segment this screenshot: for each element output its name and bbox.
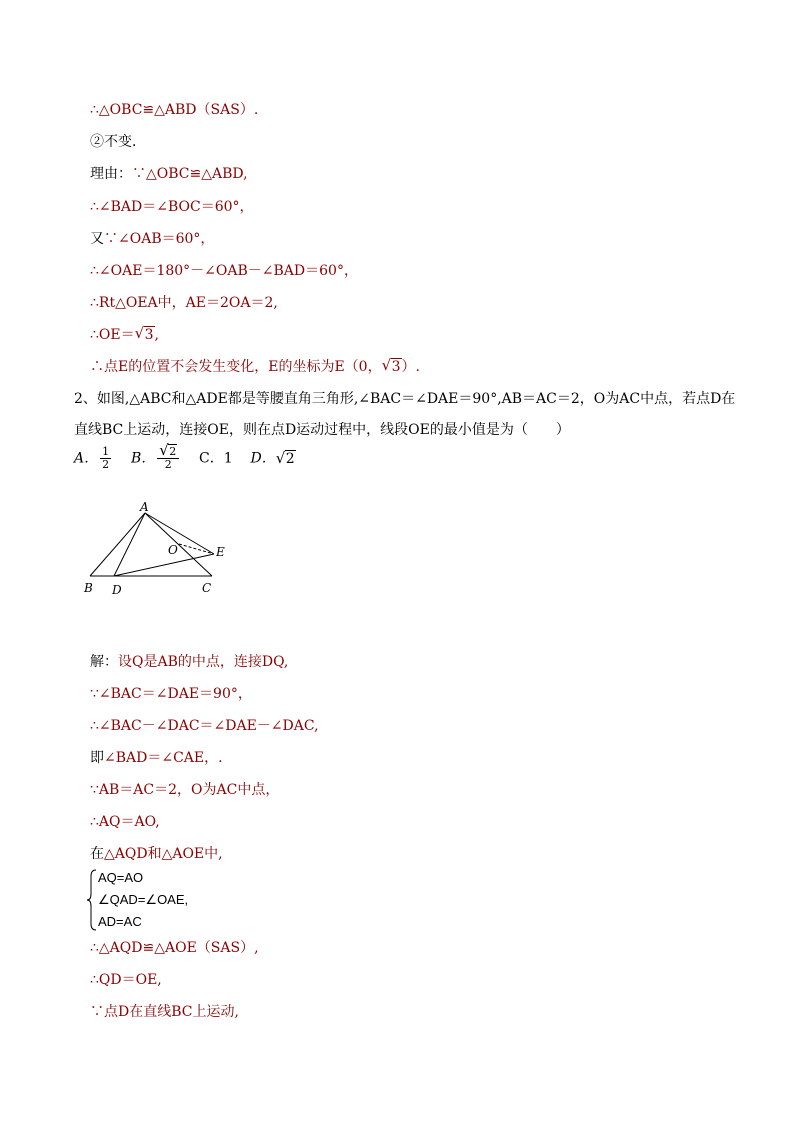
- sqrt-expression: [159, 446, 177, 458]
- radicand: 2: [169, 445, 177, 458]
- proof-text: ,: [154, 327, 159, 343]
- solution-text: ∴AQ＝AO,: [90, 814, 160, 830]
- proof-text: ∴∠OAE＝180°－∠OAB－∠BAD＝60°，: [90, 263, 358, 279]
- point-label-o: O: [168, 543, 178, 557]
- point-label-e: E: [216, 545, 225, 559]
- option-b-fraction: [157, 446, 179, 471]
- solution-text: ∴∠BAC－∠DAC＝∠DAE－∠DAC,: [90, 718, 319, 734]
- proof-text: ∴△OBC≌△ABD（SAS）.: [90, 102, 259, 118]
- proof-text: ）.: [401, 359, 420, 375]
- solution-text: △AQD和△AOE中,: [104, 846, 223, 862]
- radicand: 3: [391, 359, 401, 375]
- option-a-label: A．: [74, 450, 99, 467]
- point-label-d: D: [112, 583, 122, 597]
- solution-text: ∵AB＝AC＝2，O为AC中点，: [90, 782, 280, 798]
- solution-line-10: [90, 1002, 239, 1022]
- proof-line-8: [90, 325, 159, 345]
- numerator: [157, 446, 179, 459]
- proof-text: ∴点E的位置不会发生变化，E的坐标为E（0，: [90, 359, 382, 375]
- proof-text: ∴OE＝: [90, 327, 135, 343]
- system-brace: [86, 868, 98, 932]
- denominator: 2: [102, 458, 110, 471]
- point-label-c: C: [202, 581, 212, 595]
- option-c: C．1: [199, 450, 233, 467]
- proof-line-5: [90, 229, 214, 249]
- segment-ad: [114, 513, 145, 576]
- solution-line-2: [90, 684, 252, 704]
- solution-line-5: [90, 780, 279, 800]
- option-b-label: B．: [130, 450, 156, 467]
- proof-text: 又: [90, 231, 104, 247]
- solution-text: 即: [90, 750, 104, 766]
- solution-text: ∴QD＝OE,: [90, 972, 162, 988]
- point-label-b: B: [84, 581, 93, 595]
- solution-line-4: [90, 748, 223, 768]
- proof-line-4: [90, 197, 254, 217]
- solution-line-6: [90, 812, 160, 832]
- solution-text: 设Q是AB的中点，连接DQ,: [118, 654, 289, 670]
- option-a-fraction: [100, 446, 111, 471]
- solution-line-1: [90, 652, 288, 672]
- radicand: 3: [144, 327, 154, 343]
- proof-line-6: [90, 261, 358, 281]
- sqrt-expression: [135, 325, 155, 345]
- question-text: 2、如图,△ABC和△ADE都是等腰直角三角形,∠BAC＝∠DAE＝90°,AB＝AC＝2，O为AC中点，若点D在: [74, 391, 736, 407]
- solution-text: ∴△AQD≌△AOE（SAS）,: [90, 940, 259, 956]
- point-label-a: A: [140, 500, 149, 514]
- answer-options: [74, 446, 296, 471]
- proof-text: ∵△OBC≌△ABD,: [132, 166, 248, 182]
- numerator: 1: [102, 445, 110, 458]
- proof-line-3: [90, 164, 248, 184]
- system-text: AQ=AO: [98, 870, 144, 885]
- proof-text: ②不变．: [90, 134, 146, 150]
- segment-oe: [179, 544, 214, 554]
- solution-line-9: [90, 970, 162, 990]
- segment-de: [114, 554, 214, 576]
- system-line-3: [98, 912, 142, 932]
- proof-text: ∵∠OAB＝60°，: [104, 231, 215, 247]
- solution-line-8: [90, 938, 259, 958]
- solution-text: ∵∠BAC＝∠DAE＝90°，: [90, 686, 252, 702]
- proof-line-9: [90, 357, 420, 377]
- system-text: ∠QAD=∠OAE,: [98, 892, 189, 907]
- solution-label: 解：: [90, 654, 118, 670]
- solution-text: 在: [90, 846, 104, 862]
- denominator: 2: [164, 458, 172, 471]
- solution-line-3: [90, 716, 319, 736]
- reason-label: 理由：: [90, 166, 132, 182]
- proof-line-7: [90, 293, 278, 313]
- system-text: AD=AC: [98, 914, 142, 929]
- proof-text: ∴∠BAD＝∠BOC＝60°，: [90, 199, 254, 215]
- solution-line-7: [90, 844, 223, 864]
- proof-line-1: [90, 100, 258, 120]
- option-d-sqrt: [276, 451, 296, 467]
- radicand: 2: [285, 450, 295, 467]
- solution-text: ∵点D在直线BC上运动,: [90, 1004, 239, 1020]
- solution-text: ∠BAD＝∠CAE，.: [104, 750, 223, 766]
- system-line-2: [98, 890, 188, 910]
- question-2-line-2: [74, 420, 570, 440]
- option-d-label: D．: [250, 450, 276, 467]
- proof-text: ∴Rt△OEA中，AE＝2OA＝2,: [90, 295, 278, 311]
- question-text: 直线BC上运动，连接OE，则在点D运动过程中，线段OE的最小值是为（ ）: [74, 422, 570, 438]
- geometry-figure: [80, 498, 240, 602]
- sqrt-expression: [382, 357, 402, 377]
- proof-line-2: [90, 132, 146, 152]
- system-line-1: [98, 868, 143, 888]
- question-2-line-1: [74, 389, 735, 409]
- segment-ae: [145, 513, 214, 554]
- segment-ab: [90, 513, 145, 576]
